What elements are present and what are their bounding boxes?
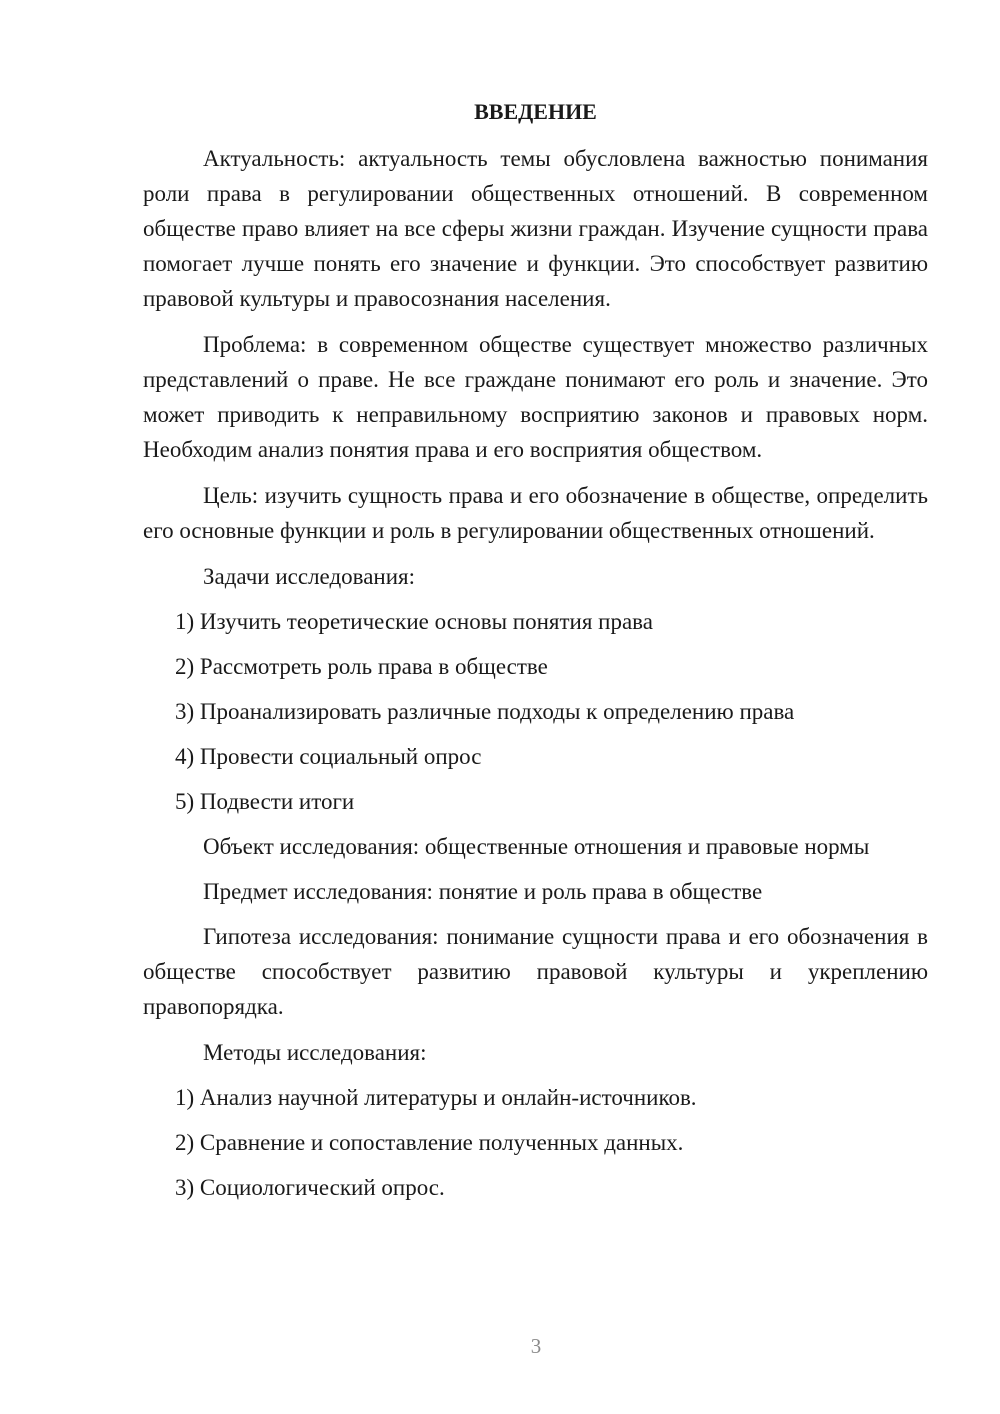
subject-line: Предмет исследования: понятие и роль права в обществе [203,879,763,904]
methods-list [143,1080,928,1205]
problem-paragraph: Проблема: в современном обществе существует множество различных представлений о праве. Не все граждане понимают его роль и значение. Это может приводить к неправильному восприятию законов и правовых норм. Необходим анализ понятия права и его восприятия обществом. [143,332,928,462]
document-body [143,94,928,1215]
relevance-paragraph: Актуальность: актуальность темы обусловлена важностью понимания роли права в регулировании общественных отношений. В современном обществе право влияет на все сферы жизни граждан. Изучение сущности права помогает лучше понять его значение и функции. Это способствует развитию правовой культуры и правосознания населения. [143,146,928,311]
object-line: Объект исследования: общественные отношения и правовые нормы [203,834,870,859]
goal-paragraph: Цель: изучить сущность права и его обозначение в обществе, определить его основные функции и роль в регулировании общественных отношений. [143,483,928,543]
list-item: 4) Провести социальный опрос [175,744,482,769]
list-item: 3) Проанализировать различные подходы к определению права [175,699,795,724]
list-item: 1) Анализ научной литературы и онлайн-источников. [175,1085,697,1110]
methods-title: Методы исследования: [203,1040,427,1065]
tasks-list [143,604,928,819]
list-item: 1) Изучить теоретические основы понятия права [175,609,653,634]
page-heading: ВВЕДЕНИЕ [474,99,597,124]
page-number: 3 [530,1334,542,1358]
list-item: 2) Рассмотреть роль права в обществе [175,654,548,679]
list-item: 2) Сравнение и сопоставление полученных данных. [175,1130,684,1155]
tasks-title: Задачи исследования: [203,564,416,589]
hypothesis-paragraph: Гипотеза исследования: понимание сущности права и его обозначения в обществе способствует развитию правовой культуры и укреплению правопорядка. [143,924,928,1019]
list-item: 3) Социологический опрос. [175,1175,445,1200]
list-item: 5) Подвести итоги [175,789,355,814]
